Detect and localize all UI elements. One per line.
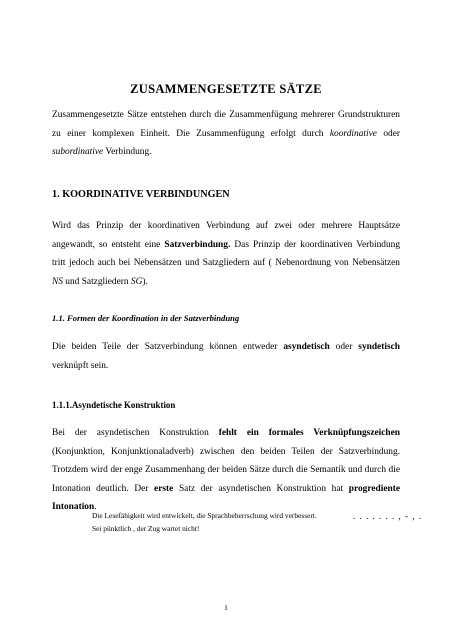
s1-abbr-sg: SG	[130, 276, 143, 287]
section-1-paragraph	[52, 217, 400, 291]
section-1-1-1-heading: 1.1.1.Asyndetische Konstruktion	[52, 400, 176, 410]
s1-text-5: und Satzgliedern	[62, 276, 131, 287]
s111-text-1: Bei der asyndetischen Konstruktion	[52, 428, 219, 438]
section-1-heading: 1. KOORDINATIVE VERBINDUNGEN	[52, 189, 230, 200]
s1-term-satzverbindung: Satzverbindung.	[164, 239, 231, 250]
s11-term-asyndetisch: asyndetisch	[283, 342, 330, 352]
s111-term-erste: erste	[154, 483, 174, 494]
s11-text-1: Die beiden Teile der Satzverbindung können entweder	[52, 342, 284, 352]
s1-text-1: Wird das Prinzip der koordinativen Verbindung auf zwei oder mehrere Hauptsätze angewandt, so entsteht eine	[52, 221, 400, 250]
intro-text-1: Zusammengesetzte Sätze entstehen durch die Zusammenfügung mehrerer Grundstrukturen zu einer komplexen Einheit. Die Zusammenfügung erfolgt durch	[52, 110, 400, 139]
s1-abbr-ns: NS	[52, 276, 63, 287]
s111-text-7: .	[94, 502, 97, 513]
page-title: ZUSAMMENGESETZTE SÄTZE	[130, 82, 322, 96]
intro-term-koordinative: koordinative	[329, 128, 377, 139]
s111-term-progrediente-intonation: progrediente Intonation	[52, 483, 400, 513]
intonation-marks: . . . . . . . , - , .	[353, 511, 422, 521]
example-sentence-2: Sei pünktlich , der Zug wartet nicht!	[92, 524, 200, 533]
section-1-1-1-paragraph	[52, 424, 400, 517]
s111-text-5: Satz der asyndetischen Konstruktion hat	[173, 483, 349, 494]
s1-text-3: Das Prinzip der koordinativen Verbindung tritt jedoch auch bei Nebensätzen und Satzgliedern auf ( Nebenordnung von Nebensätzen	[52, 239, 401, 269]
s11-term-syndetisch: syndetisch	[358, 342, 400, 352]
example-sentence-1: Die Lesefähigkeit wird entwickelt, die Sprachbeherrschung wird verbessert.	[92, 511, 317, 520]
section-1-1-paragraph	[52, 338, 400, 375]
intro-text-5: Verbindung.	[103, 147, 152, 158]
s1-text-7: ).	[142, 276, 148, 287]
intro-text-3: oder	[376, 128, 400, 139]
s11-text-3: oder	[329, 342, 359, 352]
s111-term-verknuepfungszeichen: fehlt ein formales Verknüpfungszeichen	[218, 428, 400, 438]
intro-paragraph	[52, 106, 400, 162]
page-number: 1	[224, 603, 228, 612]
s11-text-5: verknüpft sein.	[52, 360, 109, 371]
intro-term-subordinative: subordinative	[52, 147, 104, 158]
s111-text-3: (Konjunktion, Konjunktionaladverb) zwischen den beiden Teilen der Satzverbindung. Trotzdem wird der enge Zusammenhang der beiden Sätze durch die Semantik und durch die Intonation deutlich. Der	[52, 446, 400, 494]
section-1-1-heading: 1.1. Formen der Koordination in der Satzverbindung	[52, 313, 240, 323]
